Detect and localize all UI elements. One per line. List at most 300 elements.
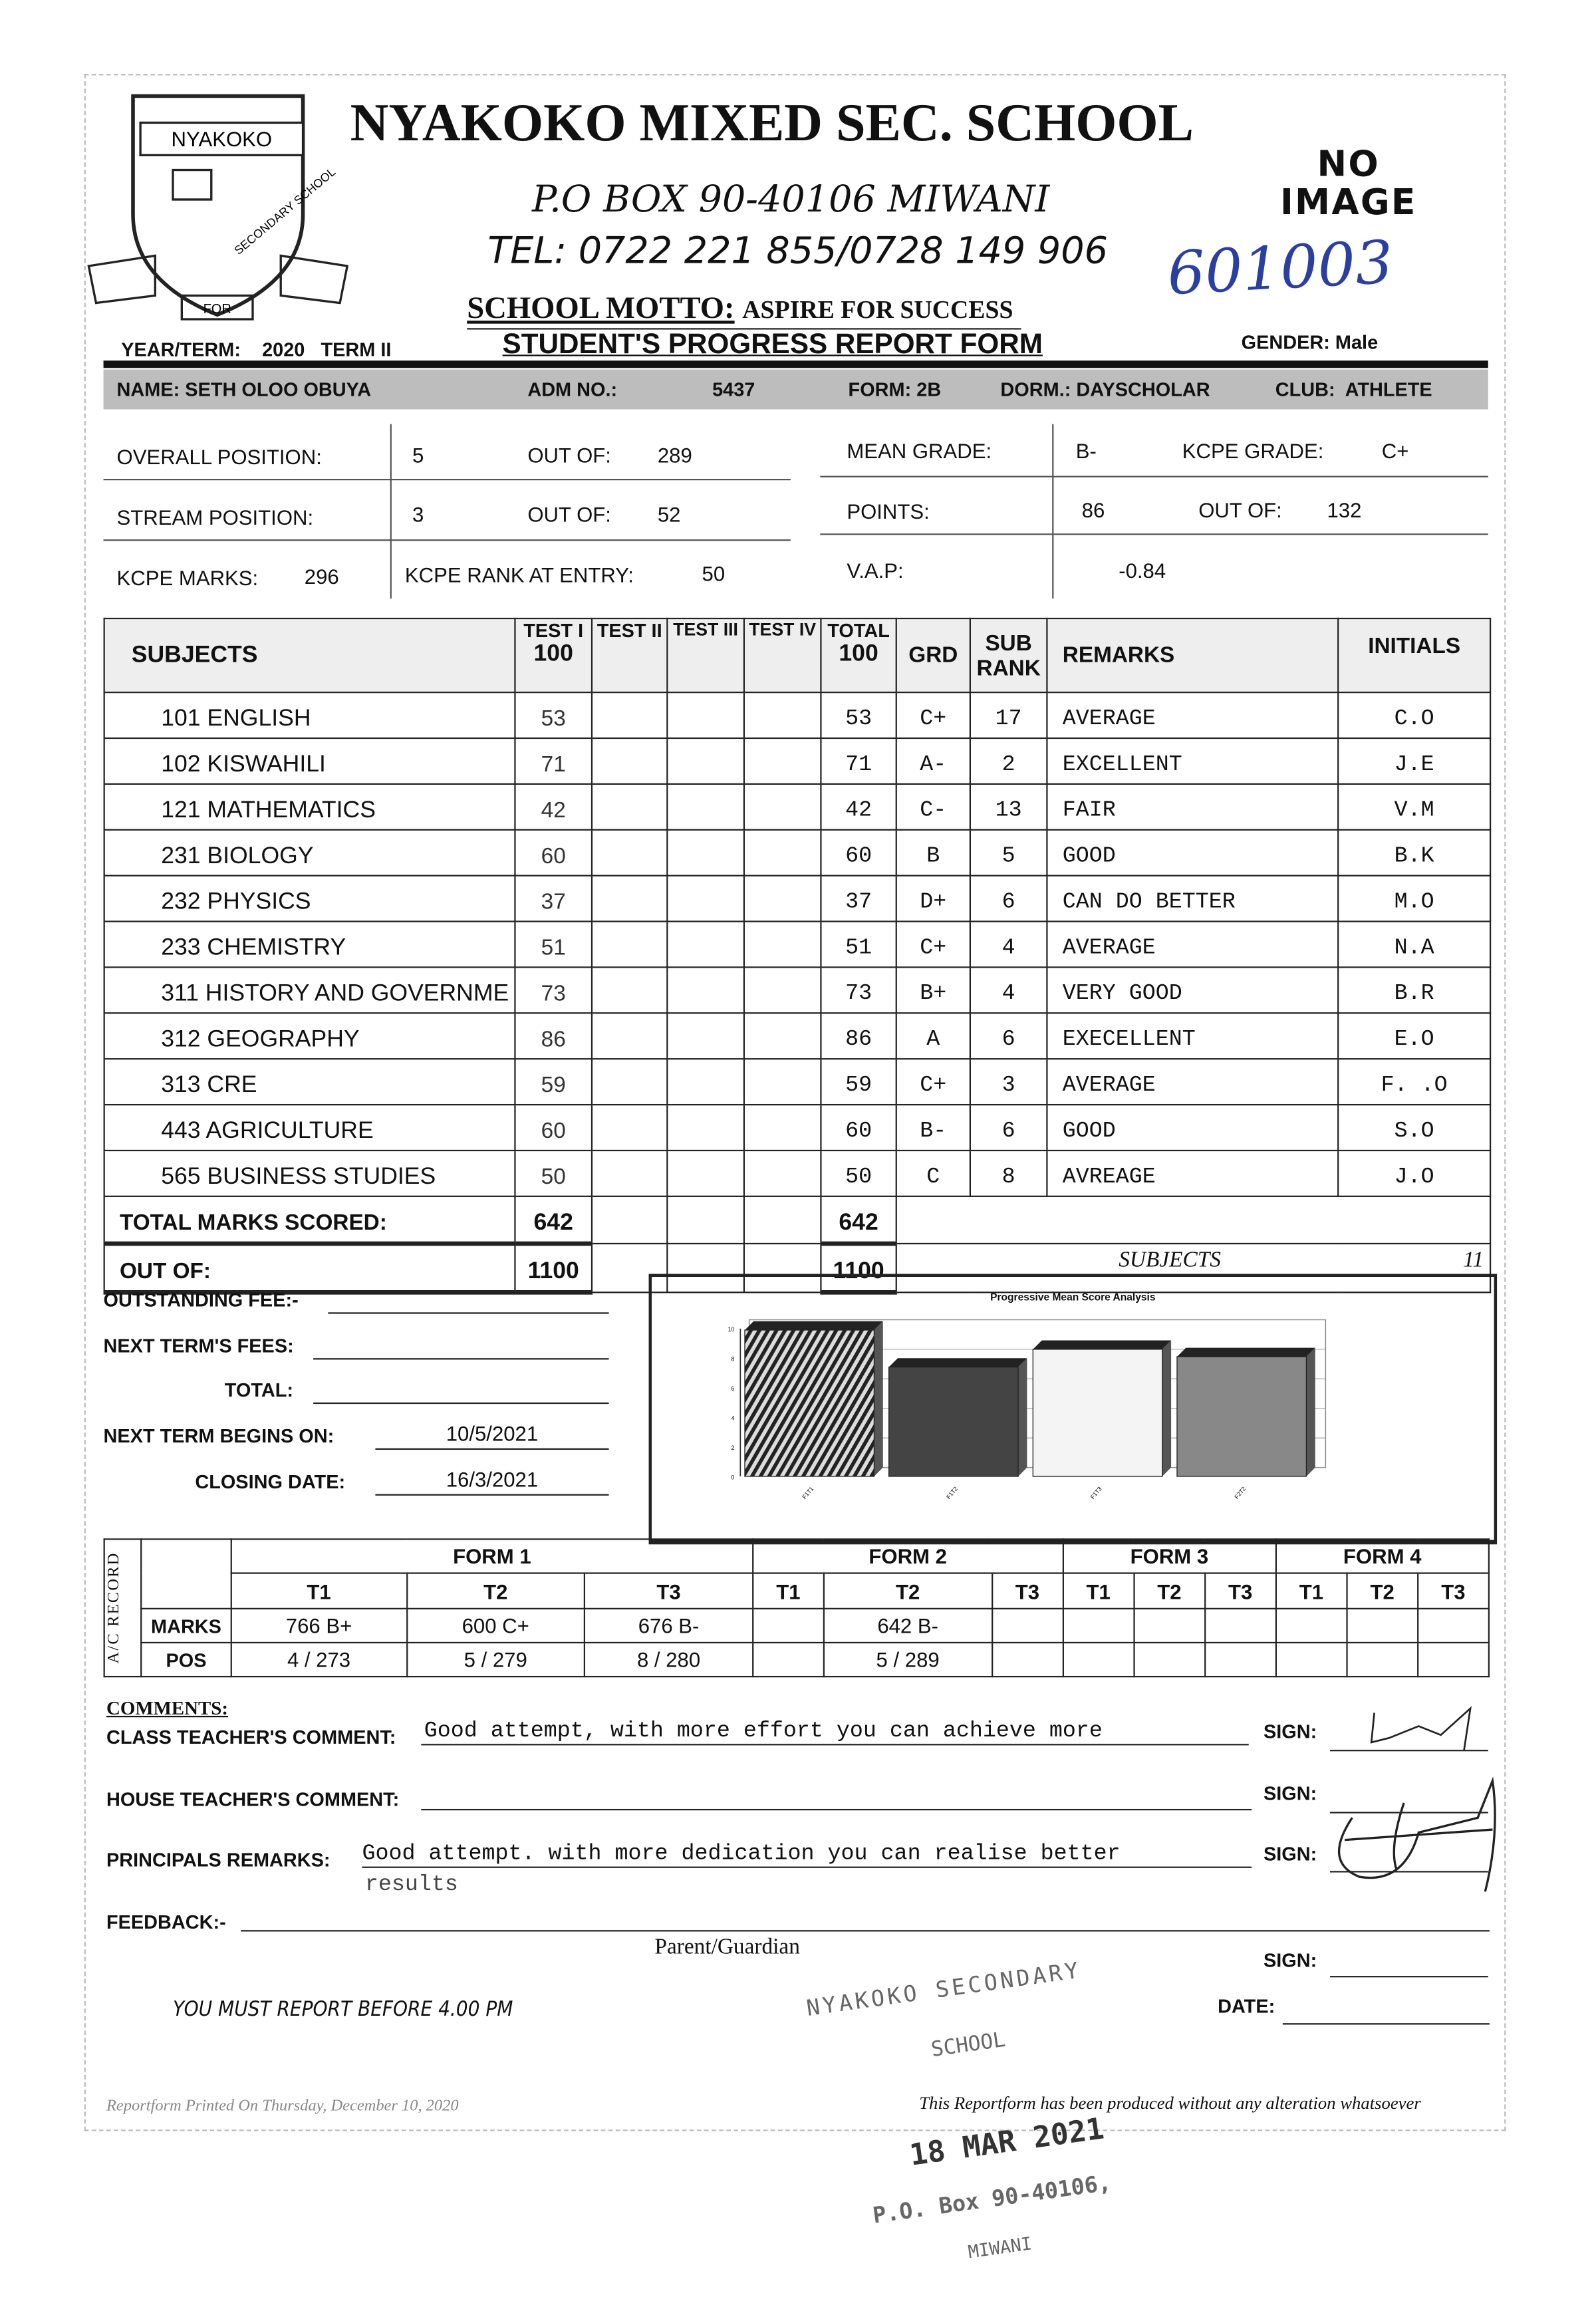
class-teacher-comment: Good attempt, with more effort you can achieve more	[421, 1718, 1248, 1745]
test1-score: 53	[515, 692, 592, 738]
sub-rank: 17	[970, 692, 1047, 738]
photo-placeholder-line2: IMAGE	[1279, 182, 1417, 223]
test1-score: 51	[515, 922, 592, 968]
term-position: 4 / 273	[231, 1643, 407, 1677]
svg-text:FOR: FOR	[203, 302, 231, 317]
principal-sign-label: SIGN:	[1263, 1843, 1317, 1865]
empty-test-cell	[744, 922, 821, 968]
photo-placeholder	[1264, 145, 1434, 222]
vap: -0.84	[1119, 558, 1166, 583]
remarks: EXECELLENT	[1047, 1013, 1338, 1059]
empty-test-cell	[667, 922, 744, 968]
principal-signature	[1330, 1847, 1488, 1873]
parent-guardian-label: Parent/Guardian	[654, 1936, 800, 1960]
subject-row	[104, 1013, 1490, 1059]
empty-test-cell	[667, 1105, 744, 1151]
gender-label: GENDER:	[1241, 331, 1330, 354]
mean-grade: B-	[1075, 438, 1097, 463]
test1-score: 60	[515, 1105, 592, 1151]
grade: A	[896, 1013, 970, 1059]
remarks: GOOD	[1047, 830, 1338, 876]
total-score: 51	[821, 922, 896, 968]
stamp-line2: SCHOOL	[930, 2028, 1007, 2062]
total-marks-row-total: 642	[821, 1196, 896, 1244]
term-header: T1	[231, 1573, 407, 1609]
points: 86	[1081, 497, 1105, 522]
report-title: STUDENT'S PROGRESS REPORT FORM	[502, 329, 1043, 361]
form-value: 2B	[916, 378, 942, 401]
total-max: 100	[839, 641, 878, 667]
sub-rank: 4	[970, 922, 1047, 968]
term-position	[1347, 1643, 1418, 1677]
empty-test-cell	[744, 1151, 821, 1196]
subject-name: 443 AGRICULTURE	[104, 1105, 515, 1151]
empty-test-cell	[592, 692, 667, 738]
term-position: 5 / 279	[406, 1643, 585, 1677]
empty-test-cell	[592, 1059, 667, 1105]
term-position	[1276, 1643, 1347, 1677]
sub-rank: 4	[970, 967, 1047, 1013]
empty-test-cell	[592, 738, 667, 784]
fees-total-field	[313, 1382, 608, 1404]
ac-record-table	[104, 1538, 1490, 1677]
out-of-row-total: 1100	[821, 1244, 896, 1292]
stamp-line1: NYAKOKO SECONDARY	[805, 1957, 1083, 2022]
marks-row-label: MARKS	[141, 1609, 231, 1643]
grade: B	[896, 830, 970, 876]
subject-row	[104, 876, 1490, 922]
grade: B+	[896, 967, 970, 1013]
subject-row	[104, 922, 1490, 968]
photo-placeholder-line1: NO	[1317, 143, 1380, 185]
bar-top	[745, 1321, 883, 1330]
closing-date: 16/3/2021	[375, 1468, 608, 1496]
term-marks	[1347, 1609, 1418, 1643]
term-header: T2	[824, 1573, 992, 1609]
subject-row	[104, 1059, 1490, 1105]
x-tick-label: F2T2	[1233, 1485, 1248, 1500]
bar-top	[1177, 1348, 1315, 1357]
x-tick-label: F1T2	[945, 1485, 960, 1500]
initials: S.O	[1338, 1105, 1490, 1151]
total-score: 42	[821, 784, 896, 830]
school-stamp	[798, 1957, 1212, 2276]
subject-row	[104, 1105, 1490, 1151]
total-score: 53	[821, 692, 896, 738]
empty-test-cell	[744, 1013, 821, 1059]
comments-heading: COMMENTS:	[106, 1697, 228, 1719]
stream-position: 3	[412, 502, 424, 527]
total-score: 71	[821, 738, 896, 784]
principal-remarks-cont: results	[364, 1872, 458, 1898]
subject-row	[104, 784, 1490, 830]
feedback-label: FEEDBACK:-	[106, 1911, 226, 1933]
motto-label: SCHOOL MOTTO:	[467, 289, 735, 325]
kcpe-marks-label: KCPE MARKS:	[116, 566, 259, 590]
subject-name: 311 HISTORY AND GOVERNME	[104, 967, 515, 1013]
remarks: EXCELLENT	[1047, 738, 1338, 784]
student-info-bar	[104, 370, 1488, 410]
school-tel: TEL: 0722 221 855/0728 149 906	[487, 229, 1108, 272]
gender-value: Male	[1335, 331, 1379, 354]
stream-out-of-label: OUT OF:	[527, 502, 611, 527]
x-tick-label: F1T1	[801, 1485, 815, 1500]
empty-test-cell	[592, 967, 667, 1013]
initials: B.K	[1338, 830, 1490, 876]
initials: N.A	[1338, 922, 1490, 968]
term-header: T3	[1205, 1573, 1276, 1609]
test1-max: 100	[533, 641, 573, 667]
term-marks	[1063, 1609, 1134, 1643]
svg-text:NYAKOKO: NYAKOKO	[171, 127, 273, 151]
outstanding-fee-label: OUTSTANDING FEE:-	[103, 1288, 299, 1311]
header-grade: GRD	[896, 618, 970, 692]
term-marks: 600 C+	[406, 1609, 585, 1643]
header-test1	[515, 618, 592, 692]
printed-on: Reportform Printed On Thursday, December 10, 2020	[106, 2097, 459, 2115]
ac-record-side-label	[104, 1539, 142, 1677]
subject-name: 565 BUSINESS STUDIES	[104, 1151, 515, 1196]
class-teacher-signature	[1330, 1723, 1488, 1751]
header-initials: INITIALS	[1338, 618, 1490, 692]
initials: B.R	[1338, 967, 1490, 1013]
remarks: GOOD	[1047, 1105, 1338, 1151]
house-teacher-label: HOUSE TEACHER'S COMMENT:	[106, 1788, 400, 1811]
initials: E.O	[1338, 1013, 1490, 1059]
term-marks	[753, 1609, 824, 1643]
pos-row-label: POS	[141, 1643, 231, 1677]
mean-grade-label: MEAN GRADE:	[847, 438, 992, 463]
header-total	[821, 618, 896, 692]
school-motto	[467, 290, 1020, 330]
empty-test-cell	[667, 784, 744, 830]
term-header: T3	[585, 1573, 753, 1609]
header-sub-rank: SUB RANK	[970, 618, 1047, 692]
remarks: CAN DO BETTER	[1047, 876, 1338, 922]
sub-rank: 6	[970, 876, 1047, 922]
sub-rank: 2	[970, 738, 1047, 784]
bar-side	[1018, 1358, 1027, 1476]
initials: J.O	[1338, 1151, 1490, 1196]
subject-name: 232 PHYSICS	[104, 876, 515, 922]
test1-score: 50	[515, 1151, 592, 1196]
points-label: POINTS:	[847, 499, 930, 523]
grade: C+	[896, 1059, 970, 1105]
stamp-date: 18 MAR 2021	[907, 2110, 1107, 2173]
principal-label: PRINCIPALS REMARKS:	[106, 1848, 331, 1871]
subject-name: 101 ENGLISH	[104, 692, 515, 738]
test1-score: 71	[515, 738, 592, 784]
empty-test-cell	[592, 830, 667, 876]
y-tick-label: 0	[731, 1474, 735, 1481]
remarks: AVERAGE	[1047, 692, 1338, 738]
subject-name: 312 GEOGRAPHY	[104, 1013, 515, 1059]
class-teacher-sign-label: SIGN:	[1263, 1720, 1317, 1742]
bar	[1033, 1349, 1162, 1476]
header-rule	[104, 360, 1488, 368]
form1-header: FORM 1	[231, 1539, 753, 1573]
empty-test-cell	[667, 876, 744, 922]
total-score: 50	[821, 1151, 896, 1196]
remarks: AVERAGE	[1047, 1059, 1338, 1105]
next-term-fees-field	[313, 1337, 608, 1359]
year-term-label: YEAR/TERM:	[121, 338, 241, 361]
stamp-town: MIWANI	[966, 2233, 1033, 2263]
x-tick-label: F1T3	[1089, 1485, 1103, 1500]
term-position	[753, 1643, 824, 1677]
total-marks-row-test1: 642	[515, 1196, 592, 1244]
empty-test-cell	[744, 692, 821, 738]
empty-test-cell	[592, 876, 667, 922]
empty-test-cell	[667, 1013, 744, 1059]
grade: B-	[896, 1105, 970, 1151]
total-score: 60	[821, 830, 896, 876]
header-test3: TEST III	[667, 618, 744, 692]
next-term-begins: 10/5/2021	[375, 1422, 608, 1450]
subjects-count-label: SUBJECTS	[1119, 1248, 1221, 1273]
chart-plot	[652, 1277, 1494, 1540]
subject-row	[104, 967, 1490, 1013]
vap-label: V.A.P:	[847, 558, 904, 583]
total-score: 60	[821, 1105, 896, 1151]
empty-test-cell	[667, 738, 744, 784]
subject-name: 121 MATHEMATICS	[104, 784, 515, 830]
form2-header: FORM 2	[753, 1539, 1063, 1573]
initials: J.E	[1338, 738, 1490, 784]
header-remarks: REMARKS	[1047, 618, 1338, 692]
empty-test-cell	[592, 1151, 667, 1196]
empty-test-cell	[744, 1105, 821, 1151]
sub-rank: 6	[970, 1013, 1047, 1059]
out-of-row-label: OUT OF:	[104, 1244, 515, 1292]
sub-rank: 6	[970, 1105, 1047, 1151]
points-out-of: 132	[1327, 497, 1362, 522]
bar	[745, 1330, 874, 1476]
bar-top	[889, 1358, 1027, 1367]
subjects-table	[104, 618, 1492, 1295]
grade: C	[896, 1151, 970, 1196]
club-value: ATHLETE	[1345, 378, 1432, 401]
y-tick-label: 6	[731, 1385, 735, 1393]
kcpe-rank-label: KCPE RANK AT ENTRY:	[404, 563, 634, 587]
bar-top	[1033, 1341, 1171, 1349]
y-tick-label: 2	[731, 1444, 735, 1451]
empty-test-cell	[744, 784, 821, 830]
term-header: T2	[1347, 1573, 1418, 1609]
school-crest-logo	[81, 81, 354, 325]
term-marks: 642 B-	[824, 1609, 992, 1643]
school-address: P.O BOX 90-40106 MIWANI	[531, 177, 1050, 221]
house-teacher-sign-label: SIGN:	[1263, 1782, 1317, 1805]
dorm-value: DAYSCHOLAR	[1076, 378, 1210, 401]
svg-text:SECONDARY SCHOOL: SECONDARY SCHOOL	[231, 165, 338, 257]
empty-test-cell	[667, 830, 744, 876]
header-test2: TEST II	[592, 618, 667, 692]
date-label: DATE:	[1218, 1994, 1275, 2018]
term-header: T1	[753, 1573, 824, 1609]
total-marks-row	[104, 1196, 1490, 1244]
club-label: CLUB:	[1275, 378, 1335, 401]
ac-record-label: A/C RECORD	[104, 1552, 123, 1664]
points-out-of-label: OUT OF:	[1198, 497, 1282, 522]
position-summary	[104, 424, 791, 599]
adm-value: 5437	[712, 378, 755, 401]
motto-text: ASPIRE FOR SUCCESS	[742, 295, 1013, 324]
kcpe-grade: C+	[1381, 438, 1409, 463]
grade: C+	[896, 692, 970, 738]
feedback-field	[241, 1907, 1490, 1932]
test1-score: 59	[515, 1059, 592, 1105]
initials: F. .O	[1338, 1059, 1490, 1105]
subject-name: 313 CRE	[104, 1059, 515, 1105]
subject-row	[104, 830, 1490, 876]
grade-summary	[820, 424, 1488, 599]
fees-total-label: TOTAL:	[224, 1379, 294, 1401]
term-position: 5 / 289	[824, 1643, 992, 1677]
term-header: T2	[1134, 1573, 1205, 1609]
class-teacher-label: CLASS TEACHER'S COMMENT:	[106, 1726, 396, 1748]
empty-test-cell	[744, 967, 821, 1013]
test1-score: 86	[515, 1013, 592, 1059]
empty-test-cell	[667, 1151, 744, 1196]
header-subjects: SUBJECTS	[104, 618, 515, 692]
term-position: 8 / 280	[585, 1643, 753, 1677]
term-position	[1418, 1643, 1489, 1677]
name-label: NAME:	[116, 378, 180, 401]
subjects-count: 11	[1463, 1248, 1484, 1273]
header-test4: TEST IV	[744, 618, 821, 692]
stream-position-label: STREAM POSITION:	[116, 505, 314, 529]
empty-test-cell	[744, 738, 821, 784]
term-header: T1	[1276, 1573, 1347, 1609]
stream-out-of: 52	[657, 502, 681, 527]
term-marks	[1276, 1609, 1347, 1643]
report-time-notice: YOU MUST REPORT BEFORE 4.00 PM	[172, 1998, 513, 2022]
bar	[1177, 1357, 1306, 1476]
subject-name: 231 BIOLOGY	[104, 830, 515, 876]
term-marks	[992, 1609, 1063, 1643]
total-score: 73	[821, 967, 896, 1013]
total-label: TOTAL	[827, 619, 890, 642]
kcpe-rank: 50	[702, 561, 726, 585]
year-term	[121, 339, 391, 360]
term-position	[1063, 1643, 1134, 1677]
parent-signature	[1330, 1953, 1488, 1978]
empty-test-cell	[667, 692, 744, 738]
stamp-box: P.O. Box 90-40106,	[870, 2169, 1113, 2229]
term-position	[1134, 1643, 1205, 1677]
form3-header: FORM 3	[1063, 1539, 1275, 1573]
term-value: TERM II	[321, 338, 392, 361]
adm-label: ADM NO.:	[527, 378, 618, 401]
term-header: T3	[992, 1573, 1063, 1609]
bar	[889, 1367, 1018, 1476]
subject-row	[104, 738, 1490, 784]
form-label: FORM:	[848, 378, 912, 401]
term-marks	[1205, 1609, 1276, 1643]
empty-test-cell	[592, 784, 667, 830]
subject-name: 233 CHEMISTRY	[104, 922, 515, 968]
remarks: AVREAGE	[1047, 1151, 1338, 1196]
term-header: T3	[1418, 1573, 1489, 1609]
y-tick-label: 10	[728, 1326, 735, 1333]
kcpe-marks: 296	[304, 564, 339, 589]
term-marks	[1134, 1609, 1205, 1643]
test1-score: 73	[515, 967, 592, 1013]
bar-side	[1162, 1341, 1171, 1476]
kcpe-grade-label: KCPE GRADE:	[1182, 438, 1324, 463]
test1-score: 42	[515, 784, 592, 830]
date-field	[1283, 2000, 1490, 2025]
test1-score: 60	[515, 830, 592, 876]
year-value: 2020	[262, 338, 305, 361]
remarks: VERY GOOD	[1047, 967, 1338, 1013]
initials: V.M	[1338, 784, 1490, 830]
sub-rank: 13	[970, 784, 1047, 830]
total-marks-row-label: TOTAL MARKS SCORED:	[104, 1196, 515, 1244]
student-name: SETH OLOO OBUYA	[185, 378, 372, 401]
empty-test-cell	[592, 922, 667, 968]
bar-side	[1306, 1348, 1315, 1476]
grade: C+	[896, 922, 970, 968]
closing-date-label: CLOSING DATE:	[195, 1470, 346, 1493]
next-term-begins-label: NEXT TERM BEGINS ON:	[103, 1425, 334, 1447]
term-position	[1205, 1643, 1276, 1677]
empty-test-cell	[744, 876, 821, 922]
empty-test-cell	[744, 830, 821, 876]
out-of-row-test1: 1100	[515, 1244, 592, 1292]
outstanding-fee-field	[328, 1292, 608, 1313]
total-score: 59	[821, 1059, 896, 1105]
form4-header: FORM 4	[1276, 1539, 1489, 1573]
empty-test-cell	[592, 1105, 667, 1151]
house-teacher-comment	[421, 1785, 1252, 1810]
overall-position-label: OVERALL POSITION:	[116, 444, 322, 469]
term-header: T2	[406, 1573, 585, 1609]
total-score: 37	[821, 876, 896, 922]
y-tick-label: 8	[731, 1355, 735, 1363]
chart-title: Progressive Mean Score Analysis	[990, 1293, 1156, 1303]
remarks: AVERAGE	[1047, 922, 1338, 968]
empty-test-cell	[744, 1059, 821, 1105]
subject-row	[104, 692, 1490, 738]
disclaimer: This Reportform has been produced without any alteration whatsoever	[919, 2092, 1421, 2113]
empty-test-cell	[667, 967, 744, 1013]
school-name: NYAKOKO MIXED SEC. SCHOOL	[350, 92, 1194, 152]
gender	[1242, 331, 1379, 353]
next-term-fees-label: NEXT TERM'S FEES:	[103, 1334, 294, 1357]
initials: M.O	[1338, 876, 1490, 922]
total-score: 86	[821, 1013, 896, 1059]
sub-rank: 8	[970, 1151, 1047, 1196]
term-header: T1	[1063, 1573, 1134, 1609]
term-position	[992, 1643, 1063, 1677]
grade: A-	[896, 738, 970, 784]
term-marks: 766 B+	[231, 1609, 407, 1643]
dorm-label: DORM.:	[1000, 378, 1071, 401]
overall-out-of-label: OUT OF:	[527, 443, 611, 468]
term-marks	[1418, 1609, 1489, 1643]
sub-rank: 3	[970, 1059, 1047, 1105]
overall-position: 5	[412, 443, 424, 468]
y-tick-label: 4	[731, 1415, 735, 1422]
mean-score-chart	[649, 1274, 1498, 1545]
grade: D+	[896, 876, 970, 922]
grade: C-	[896, 784, 970, 830]
sub-rank: 5	[970, 830, 1047, 876]
principal-remarks: Good attempt. with more dedication you can realise better	[362, 1841, 1252, 1868]
empty-test-cell	[667, 1059, 744, 1105]
